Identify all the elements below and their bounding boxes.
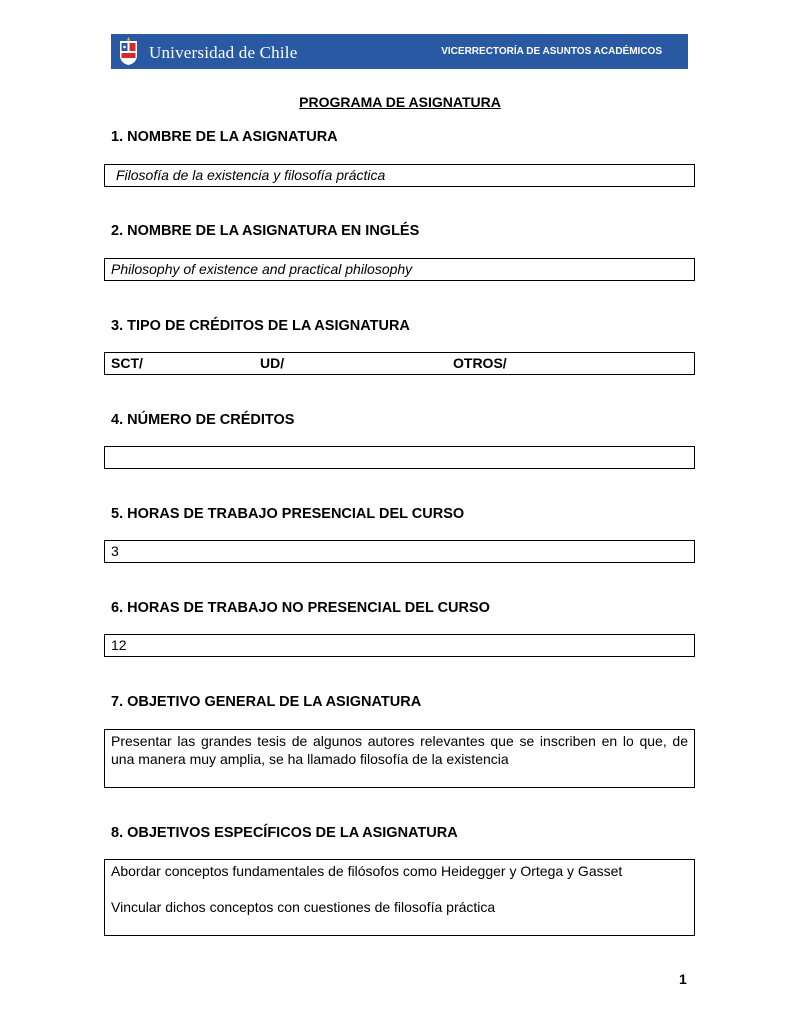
course-name-value: Filosofía de la existencia y filosofía práctica: [116, 167, 386, 183]
section-5-heading: 5. HORAS DE TRABAJO PRESENCIAL DEL CURSO: [111, 506, 465, 522]
university-crest-logo: [118, 37, 139, 66]
section-1-heading: 1. NOMBRE DE LA ASIGNATURA: [111, 129, 338, 145]
university-name: Universidad de Chile: [149, 43, 298, 62]
document-title: PROGRAMA DE ASIGNATURA: [299, 94, 501, 110]
specific-objective-item: Vincular dichos conceptos con cuestiones de filosofía práctica: [111, 899, 496, 915]
credit-number-box: [104, 446, 695, 469]
section-8-heading: 8. OBJETIVOS ESPECÍFICOS DE LA ASIGNATURA: [111, 825, 458, 841]
credit-type-sct: SCT/: [111, 355, 143, 371]
specific-objectives-box: [104, 859, 695, 936]
presential-hours-box: [104, 540, 695, 563]
credit-type-ud: UD/: [260, 355, 285, 371]
section-6-heading: 6. HORAS DE TRABAJO NO PRESENCIAL DEL CURSO: [111, 600, 490, 616]
presential-hours-value: 3: [111, 543, 119, 559]
non-presential-hours-value: 12: [111, 637, 127, 653]
credit-type-otros: OTROS/: [453, 355, 507, 371]
general-objective-text: Presentar las grandes tesis de algunos autores relevantes que se inscriben en lo que, de una manera muy amplia, se ha llamado filosofía de la existencia: [111, 733, 688, 767]
section-4-heading: 4. NÚMERO DE CRÉDITOS: [111, 412, 295, 428]
section-3-heading: 3. TIPO DE CRÉDITOS DE LA ASIGNATURA: [111, 318, 410, 334]
course-name-english-value: Philosophy of existence and practical philosophy: [111, 261, 413, 277]
specific-objective-item: Abordar conceptos fundamentales de filósofos como Heidegger y Ortega y Gasset: [111, 863, 623, 879]
general-objective-box: [104, 729, 695, 788]
course-name-english-box: [104, 258, 695, 281]
course-name-box: [104, 164, 695, 187]
non-presential-hours-box: [104, 634, 695, 657]
section-2-heading: 2. NOMBRE DE LA ASIGNATURA EN INGLÉS: [111, 223, 420, 239]
section-7-heading: 7. OBJETIVO GENERAL DE LA ASIGNATURA: [111, 694, 422, 710]
department-name: VICERRECTORÍA DE ASUNTOS ACADÉMICOS: [441, 46, 662, 57]
page-number: 1: [679, 971, 687, 987]
credit-types-box: [104, 352, 695, 375]
header-banner: [111, 34, 688, 69]
